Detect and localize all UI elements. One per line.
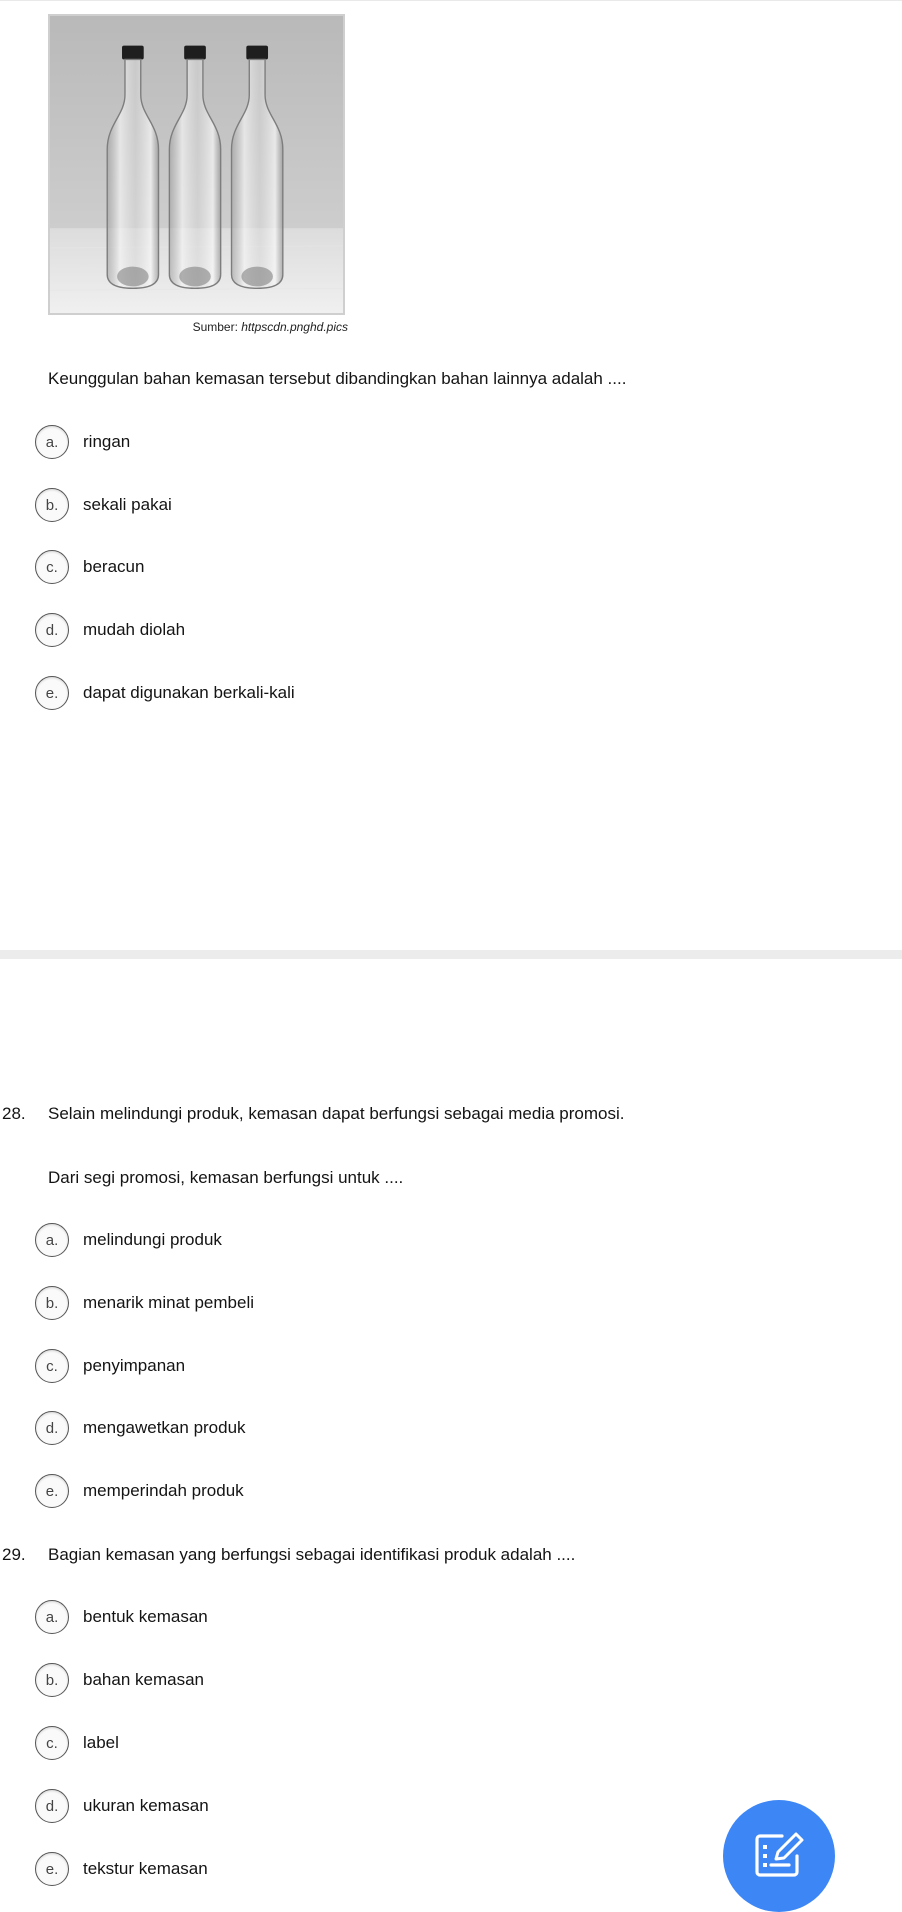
- edit-note-icon: [752, 1830, 806, 1880]
- option-text[interactable]: ringan: [83, 432, 131, 451]
- option-letter[interactable]: e.: [35, 1474, 69, 1508]
- option-c[interactable]: [35, 549, 144, 585]
- option-d[interactable]: [35, 1410, 246, 1446]
- question-prompt: Bagian kemasan yang berfungsi sebagai identifikasi produk adalah ....: [48, 1545, 576, 1564]
- option-text[interactable]: ukuran kemasan: [83, 1796, 209, 1815]
- option-text[interactable]: beracun: [83, 557, 145, 576]
- option-letter[interactable]: b.: [35, 1663, 69, 1697]
- option-letter[interactable]: d.: [35, 1411, 69, 1445]
- option-letter[interactable]: d.: [35, 613, 69, 647]
- option-b[interactable]: [35, 1285, 254, 1321]
- option-text[interactable]: tekstur kemasan: [83, 1859, 208, 1878]
- option-letter[interactable]: a.: [35, 1223, 69, 1257]
- option-letter[interactable]: a.: [35, 425, 69, 459]
- glass-bottles-illustration: [50, 16, 343, 313]
- edit-answer-fab-button[interactable]: [723, 1800, 835, 1912]
- option-text[interactable]: mengawetkan produk: [83, 1418, 246, 1437]
- caption-prefix: Sumber:: [192, 320, 242, 334]
- question-number: 28.: [2, 1104, 26, 1123]
- option-e[interactable]: [35, 1473, 244, 1509]
- option-d[interactable]: [35, 1788, 209, 1824]
- option-text[interactable]: memperindah produk: [83, 1481, 244, 1500]
- option-text[interactable]: label: [83, 1733, 119, 1752]
- caption-source: httpscdn.pnghd.pics: [241, 320, 348, 334]
- question-number: 29.: [2, 1545, 26, 1564]
- option-letter[interactable]: c.: [35, 550, 69, 584]
- option-letter[interactable]: c.: [35, 1349, 69, 1383]
- question-prompt: Dari segi promosi, kemasan berfungsi untuk ....: [48, 1168, 404, 1187]
- option-c[interactable]: [35, 1348, 185, 1384]
- option-text[interactable]: penyimpanan: [83, 1356, 186, 1375]
- option-text[interactable]: mudah diolah: [83, 620, 186, 639]
- option-a[interactable]: [35, 424, 130, 460]
- option-a[interactable]: [35, 1222, 222, 1258]
- option-c[interactable]: [35, 1725, 119, 1761]
- option-letter[interactable]: b.: [35, 1286, 69, 1320]
- option-letter[interactable]: b.: [35, 488, 69, 522]
- option-text[interactable]: melindungi produk: [83, 1230, 222, 1249]
- option-e[interactable]: [35, 1851, 208, 1887]
- option-text[interactable]: bahan kemasan: [83, 1670, 204, 1689]
- option-e[interactable]: [35, 675, 295, 711]
- top-rule: [0, 0, 902, 1]
- image-caption: [48, 320, 348, 334]
- option-a[interactable]: [35, 1599, 208, 1635]
- option-letter[interactable]: e.: [35, 1852, 69, 1886]
- option-b[interactable]: [35, 1662, 204, 1698]
- option-letter[interactable]: e.: [35, 676, 69, 710]
- question-prompt: Keunggulan bahan kemasan tersebut dibandingkan bahan lainnya adalah ....: [48, 369, 627, 388]
- option-letter[interactable]: d.: [35, 1789, 69, 1823]
- option-letter[interactable]: c.: [35, 1726, 69, 1760]
- option-d[interactable]: [35, 612, 185, 648]
- option-letter[interactable]: a.: [35, 1600, 69, 1634]
- option-text[interactable]: menarik minat pembeli: [83, 1293, 255, 1312]
- option-text[interactable]: dapat digunakan berkali-kali: [83, 683, 295, 702]
- option-text[interactable]: bentuk kemasan: [83, 1607, 208, 1626]
- question-statement: Selain melindungi produk, kemasan dapat berfungsi sebagai media promosi.: [48, 1104, 625, 1123]
- option-text[interactable]: sekali pakai: [83, 495, 172, 514]
- section-divider: [0, 950, 902, 959]
- option-b[interactable]: [35, 487, 172, 523]
- question-image-glass-bottles: [48, 14, 345, 315]
